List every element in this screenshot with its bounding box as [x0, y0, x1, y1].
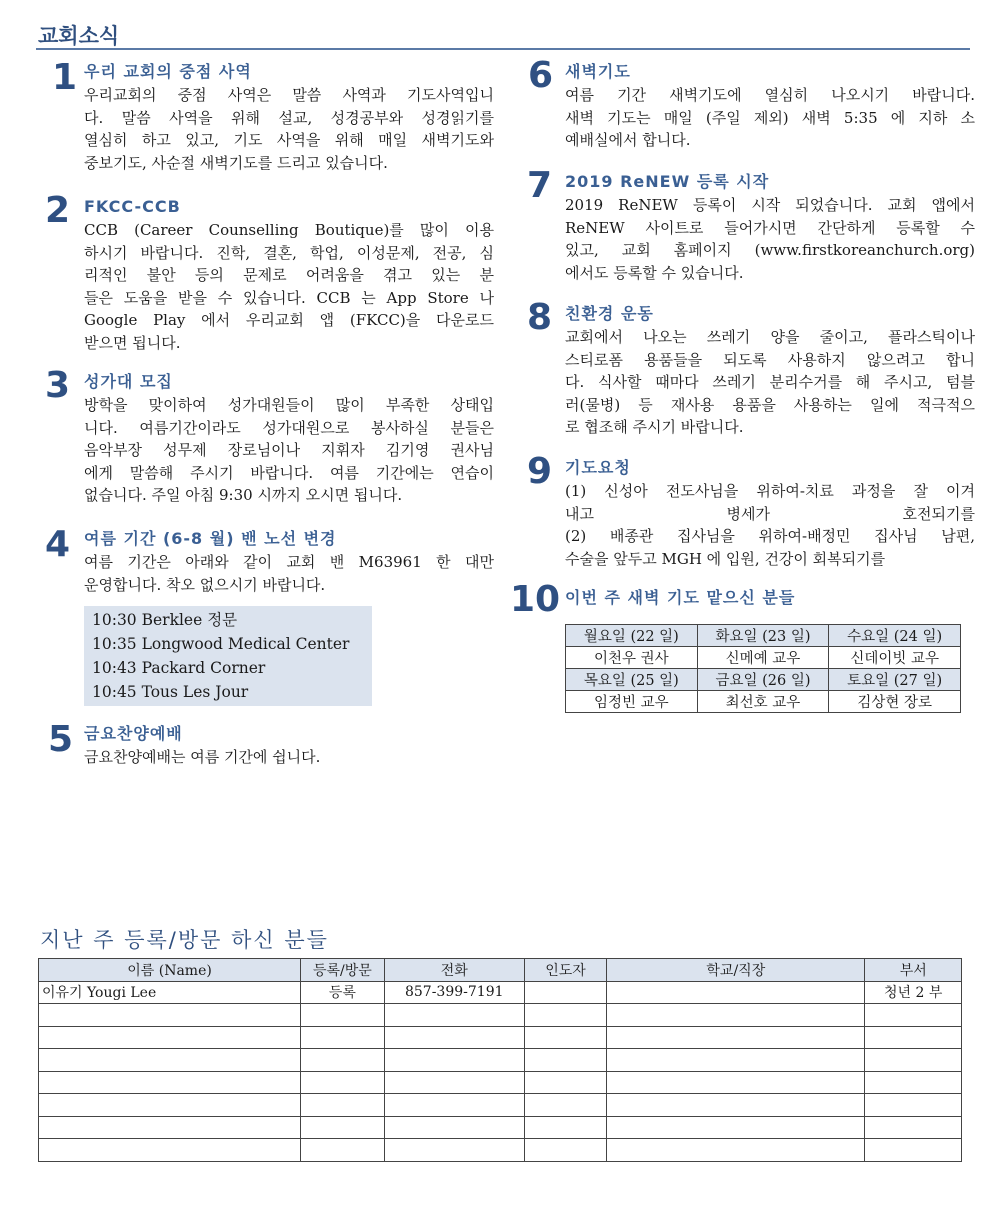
table-cell: 임정빈 교우	[566, 691, 698, 713]
section-number: 6	[528, 55, 554, 96]
text-line: 중보기도, 사순절 새벽기도를 드리고 있습니다.	[84, 153, 388, 172]
table-cell[interactable]	[524, 1049, 606, 1072]
table-cell[interactable]	[301, 1071, 385, 1094]
table-cell[interactable]	[607, 1004, 865, 1027]
table-cell[interactable]	[301, 1049, 385, 1072]
section-title: 이번 주 새벽 기도 맡으신 분들	[565, 588, 796, 607]
table-cell[interactable]	[865, 1094, 962, 1117]
table-cell[interactable]	[384, 1116, 524, 1139]
news-section	[565, 170, 975, 284]
section-title: 새벽기도	[565, 62, 631, 81]
table-cell: 김상현 장로	[829, 691, 961, 713]
section-title: 2019 ReNEW 등록 시작	[565, 172, 770, 191]
table-cell[interactable]	[301, 1004, 385, 1027]
section-number: 10	[510, 579, 561, 620]
news-section	[84, 60, 494, 174]
header-divider	[36, 48, 970, 50]
table-cell[interactable]	[524, 1116, 606, 1139]
section-title: 기도요청	[565, 458, 631, 477]
table-cell: 신데이빗 교우	[829, 647, 961, 669]
table-cell[interactable]: 청년 2 부	[865, 981, 962, 1004]
table-cell[interactable]	[39, 1139, 301, 1162]
text-line: 다. 식사할 때마다 쓰레기 분리수거를 해 주시고, 텀블	[565, 373, 975, 391]
news-section	[84, 370, 494, 507]
text-line: 운영합니다. 착오 없으시기 바랍니다.	[84, 575, 326, 594]
table-cell: 목요일 (25 일)	[566, 669, 698, 691]
table-cell[interactable]	[39, 1116, 301, 1139]
table-row	[39, 1094, 962, 1117]
table-cell[interactable]	[384, 1004, 524, 1027]
section-number: 8	[527, 297, 553, 338]
section-number: 4	[45, 524, 71, 565]
text-line: 우리교회의 중점 사역은 말씀 사역과 기도사역입니	[84, 86, 494, 104]
table-cell[interactable]	[524, 1071, 606, 1094]
bus-schedule	[84, 606, 372, 706]
table-cell[interactable]	[865, 1004, 962, 1027]
table-cell[interactable]	[524, 1139, 606, 1162]
table-cell[interactable]	[607, 1049, 865, 1072]
bus-stop: 10:43 Packard Corner	[92, 659, 266, 677]
table-cell[interactable]	[301, 1116, 385, 1139]
table-cell[interactable]	[524, 1004, 606, 1027]
text-line: 있고, 교회 홈페이지 (www.firstkoreanchurch.org)	[565, 241, 975, 259]
table-cell[interactable]	[607, 1094, 865, 1117]
text-line: 교회에서 나오는 쓰레기 양을 줄이고, 플라스틱이나	[565, 328, 975, 346]
text-line: 하시기 바랍니다. 진학, 결혼, 학업, 이성문제, 전공, 심	[84, 243, 494, 262]
column-header: 학교/직장	[607, 959, 865, 982]
text-line: 들은 도움을 받을 수 있습니다. CCB 는 App Store 나	[84, 288, 494, 307]
table-cell[interactable]	[607, 1116, 865, 1139]
table-cell: 금요일 (26 일)	[697, 669, 829, 691]
table-row	[566, 625, 961, 647]
text-line: 다. 말씀 사역을 위해 설교, 성경공부와 성경읽기를	[84, 108, 494, 127]
text-line: 예배실에서 합니다.	[565, 131, 691, 149]
table-cell[interactable]	[39, 1071, 301, 1094]
table-cell: 토요일 (27 일)	[829, 669, 961, 691]
news-section	[565, 60, 975, 152]
news-section	[84, 722, 494, 769]
text-line: Google Play 에서 우리교회 앱 (FKCC)을 다운로드	[84, 311, 494, 329]
text-line: 받으면 됩니다.	[84, 333, 181, 352]
section-number: 2	[45, 190, 71, 231]
section-title: 우리 교회의 중점 사역	[84, 62, 252, 81]
page-header: 교회소식	[38, 24, 120, 48]
prayer-schedule-table	[565, 624, 961, 713]
table-row	[39, 1049, 962, 1072]
table-cell[interactable]	[865, 1049, 962, 1072]
text-line: 열심히 하고 있고, 기도 사역을 위해 매일 새벽기도와	[84, 131, 494, 149]
table-cell[interactable]	[607, 1139, 865, 1162]
column-header: 인도자	[524, 959, 606, 982]
text-line: 새벽 기도는 매일 (주일 제외) 새벽 5:35 에 지하 소	[565, 108, 975, 127]
table-cell[interactable]	[301, 1139, 385, 1162]
news-section	[565, 586, 975, 713]
table-cell[interactable]	[607, 981, 865, 1004]
news-section	[565, 302, 975, 439]
table-header-row	[39, 959, 962, 982]
table-row	[39, 1026, 962, 1049]
table-cell[interactable]	[384, 1071, 524, 1094]
table-row	[39, 1004, 962, 1027]
table-row	[566, 647, 961, 669]
section-number: 9	[527, 451, 553, 492]
table-cell[interactable]	[39, 1026, 301, 1049]
column-header: 이름 (Name)	[39, 959, 301, 982]
section-number: 5	[48, 719, 74, 760]
text-line: (1) 신성아 전도사님을 위하여-치료 과정을 잘 이겨	[565, 482, 975, 500]
table-cell[interactable]	[865, 1026, 962, 1049]
text-line: 내고 병세가 호전되기를	[565, 504, 975, 523]
text-line: 방학을 맞이하여 성가대원들이 많이 부족한 상태입	[84, 396, 494, 414]
section-number: 7	[527, 165, 553, 206]
text-line: 에게 말씀해 주시기 바랍니다. 여름 기간에는 연습이	[84, 463, 494, 482]
text-line: ReNEW 사이트로 들어가시면 간단하게 등록할 수	[565, 218, 975, 237]
section-title: 친환경 운동	[565, 304, 654, 323]
section-number: 3	[45, 365, 71, 406]
table-cell[interactable]	[384, 1139, 524, 1162]
text-line: 로 협조해 주시기 바랍니다.	[565, 418, 744, 436]
table-cell[interactable]	[524, 981, 606, 1004]
text-line: 에서도 등록할 수 있습니다.	[565, 263, 744, 282]
table-cell[interactable]: 이유기 Yougi Lee	[39, 981, 301, 1004]
section-title: 성가대 모집	[84, 372, 173, 391]
text-line: 여름 기간 새벽기도에 열심히 나오시기 바랍니다.	[565, 86, 975, 104]
table-cell[interactable]	[39, 1004, 301, 1027]
news-section	[565, 456, 975, 570]
section-title: FKCC-CCB	[84, 197, 181, 216]
table-cell[interactable]	[865, 1071, 962, 1094]
text-line: (2) 배종관 집사님을 위하여-배정민 집사님 남편,	[565, 527, 975, 545]
news-section	[84, 195, 494, 354]
table-cell[interactable]: 등록	[301, 981, 385, 1004]
table-cell[interactable]	[524, 1094, 606, 1117]
table-cell[interactable]	[39, 1094, 301, 1117]
bus-stop: 10:30 Berklee 정문	[92, 611, 238, 629]
text-line: 여름 기간은 아래와 같이 교회 밴 M63961 한 대만	[84, 553, 494, 571]
bus-stop: 10:45 Tous Les Jour	[92, 683, 249, 701]
table-cell[interactable]	[384, 1026, 524, 1049]
table-cell[interactable]	[301, 1094, 385, 1117]
text-line: 음악부장 성무제 장로님이나 지휘자 김기영 권사님	[84, 441, 494, 459]
text-line: 2019 ReNEW 등록이 시작 되었습니다. 교회 앱에서	[565, 196, 975, 214]
table-cell[interactable]	[384, 1049, 524, 1072]
column-header: 전화	[384, 959, 524, 982]
table-cell[interactable]: 857-399-7191	[384, 981, 524, 1004]
text-line: 니다. 여름기간이라도 성가대원으로 봉사하실 분들은	[84, 418, 494, 437]
table-cell[interactable]	[865, 1139, 962, 1162]
table-cell[interactable]	[607, 1071, 865, 1094]
text-line: 리적인 불안 등의 문제로 어려움을 겪고 있는 분	[84, 266, 494, 284]
table-cell[interactable]	[524, 1026, 606, 1049]
table-cell: 월요일 (22 일)	[566, 625, 698, 647]
table-cell: 최선호 교우	[697, 691, 829, 713]
table-cell: 수요일 (24 일)	[829, 625, 961, 647]
table-cell[interactable]	[865, 1116, 962, 1139]
visitors-title: 지난 주 등록/방문 하신 분들	[40, 928, 329, 952]
table-cell[interactable]	[607, 1026, 865, 1049]
news-section	[84, 527, 494, 706]
bus-stop: 10:35 Longwood Medical Center	[92, 635, 350, 653]
visitors-table	[38, 958, 962, 1162]
text-line: 러(물병) 등 재사용 용품을 사용하는 일에 적극적으	[565, 395, 975, 414]
column-header: 등록/방문	[301, 959, 385, 982]
table-row	[39, 1139, 962, 1162]
text-line: CCB (Career Counselling Boutique)를 많이 이용	[84, 221, 494, 239]
text-line: 없습니다. 주일 아침 9:30 시까지 오시면 됩니다.	[84, 486, 403, 504]
table-cell: 화요일 (23 일)	[697, 625, 829, 647]
table-row	[566, 669, 961, 691]
section-number: 1	[52, 57, 78, 98]
text-line: 스티로폼 용품들을 되도록 사용하지 않으려고 합니	[565, 350, 975, 369]
section-title: 여름 기간 (6-8 월) 밴 노선 변경	[84, 529, 337, 548]
table-row	[39, 1071, 962, 1094]
table-row	[39, 981, 962, 1004]
column-header: 부서	[865, 959, 962, 982]
text-line: 수술을 앞두고 MGH 에 입원, 건강이 회복되기를	[565, 549, 886, 568]
text-line: 금요찬양예배는 여름 기간에 쉽니다.	[84, 748, 321, 766]
table-cell: 이천우 권사	[566, 647, 698, 669]
table-cell[interactable]	[384, 1094, 524, 1117]
table-cell: 신메예 교우	[697, 647, 829, 669]
section-title: 금요찬양예배	[84, 724, 183, 743]
table-row	[39, 1116, 962, 1139]
table-row	[566, 691, 961, 713]
table-cell[interactable]	[301, 1026, 385, 1049]
table-cell[interactable]	[39, 1049, 301, 1072]
